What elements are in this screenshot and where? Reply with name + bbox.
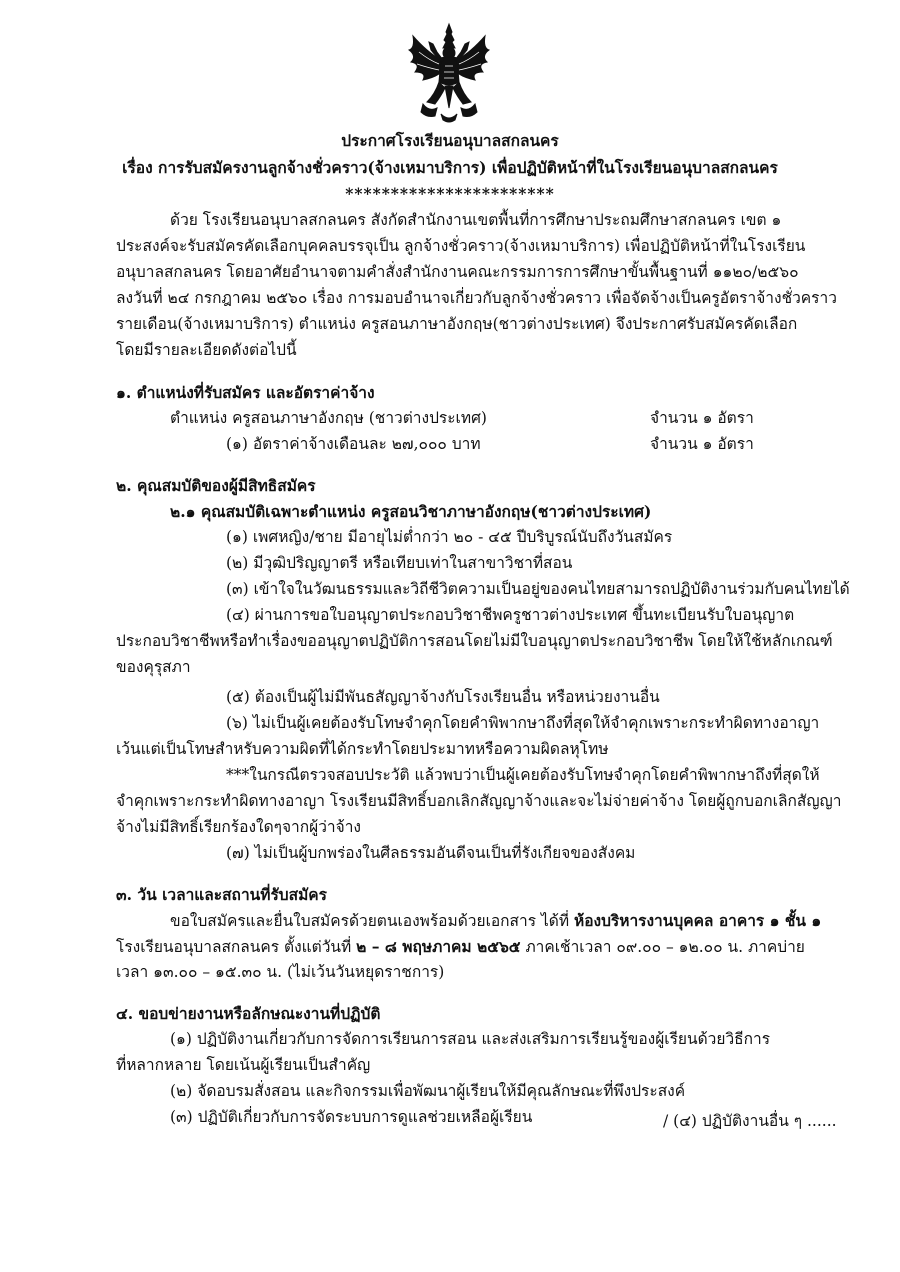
section-2-1-heading: ๒.๑ คุณสมบัติเฉพาะตำแหน่ง ครูสอนวิชาภาษาอังกฤษ(ชาวต่างประเทศ)	[170, 502, 652, 521]
intro-line: ประสงค์จะรับสมัครคัดเลือกบุคคลบรรจุเป็น ลูกจ้างชั่วคราว(จ้างเหมาบริการ) เพื่อปฏิบัติหน้าที่ในโรงเรียน	[116, 237, 806, 255]
wage-label: (๑) อัตราค่าจ้างเดือนละ ๒๗,๐๐๐ บาท	[226, 435, 481, 453]
application-date: ๒ – ๘ พฤษภาคม ๒๕๖๕	[356, 937, 521, 956]
application-afternoon-time: เวลา ๑๓.๐๐ – ๑๕.๓๐ น. (ไม่เว้นวันหยุดราชการ)	[116, 963, 445, 981]
intro-line: ด้วย โรงเรียนอนุบาลสกลนคร สังกัดสำนักงานเขตพื้นที่การศึกษาประถมศึกษาสกลนคร เขต ๑	[170, 211, 782, 229]
intro-line: อนุบาลสกลนคร โดยอาศัยอำนาจตามคำสั่งสำนักงานคณะกรรมการการศึกษาขั้นพื้นฐานที่ ๑๑๒๐/๒๕๖๐	[116, 263, 799, 281]
section-3-heading: ๓. วัน เวลาและสถานที่รับสมัคร	[116, 885, 327, 904]
duty-item: (๓) ปฏิบัติเกี่ยวกับการจัดระบบการดูแลช่วยเหลือผู้เรียน	[170, 1108, 533, 1126]
section-2-heading: ๒. คุณสมบัติของผู้มีสิทธิสมัคร	[116, 476, 316, 495]
qualification-item: (๒) มีวุฒิปริญญาตรี หรือเทียบเท่าในสาขาวิชาที่สอน	[226, 554, 573, 572]
qualification-item-cont: ประกอบวิชาชีพหรือทำเรื่องขออนุญาตปฏิบัติการสอนโดยไม่มีใบอนุญาตประกอบวิชาชีพ โดยให้ใช้หลักเกณฑ์	[116, 632, 833, 650]
background-check-note: ***ในกรณีตรวจสอบประวัติ แล้วพบว่าเป็นผู้เคยต้องรับโทษจำคุกโดยคำพิพากษาถึงที่สุดให้	[226, 766, 820, 784]
page-continuation: / (๔) ปฏิบัติงานอื่น ๆ ......	[663, 1112, 837, 1130]
application-place-text: ขอใบสมัครและยื่นใบสมัครด้วยตนเองพร้อมด้วยเอกสาร ได้ที่	[170, 912, 574, 930]
wage-count: จำนวน ๑ อัตรา	[650, 435, 754, 453]
intro-line: โดยมีรายละเอียดดังต่อไปนี้	[116, 341, 297, 359]
application-date-prefix: โรงเรียนอนุบาลสกลนคร ตั้งแต่วันที่	[116, 938, 357, 956]
application-room: ห้องบริหารงานบุคคล อาคาร ๑ ชั้น ๑	[573, 911, 822, 930]
application-place-line	[170, 913, 821, 930]
announcement-title: ประกาศโรงเรียนอนุบาลสกลนคร	[341, 131, 559, 150]
announcement-subject: เรื่อง การรับสมัครงานลูกจ้างชั่วคราว(จ้างเหมาบริการ) เพื่อปฏิบัติหน้าที่ในโรงเรียนอนุบาลสกลนคร	[122, 158, 778, 177]
section-4-heading: ๔. ขอบข่ายงานหรือลักษณะงานที่ปฏิบัติ	[116, 1004, 381, 1023]
qualification-item: (๖) ไม่เป็นผู้เคยต้องรับโทษจำคุกโดยคำพิพากษาถึงที่สุดให้จำคุกเพราะกระทำผิดทางอาญา	[226, 714, 820, 732]
duty-item-cont: ที่หลากหลาย โดยเน้นผู้เรียนเป็นสำคัญ	[116, 1056, 371, 1074]
qualification-item-cont: ของคุรุสภา	[116, 658, 191, 676]
duty-item: (๑) ปฏิบัติงานเกี่ยวกับการจัดการเรียนการสอน และส่งเสริมการเรียนรู้ของผู้เรียนด้วยวิธีการ	[170, 1030, 771, 1048]
qualification-item: (๑) เพศหญิง/ชาย มีอายุไม่ต่ำกว่า ๒๐ - ๔๕ ปีบริบูรณ์นับถึงวันสมัคร	[226, 528, 673, 546]
background-check-note: จ้างไม่มีสิทธิ์เรียกร้องใดๆจากผู้ว่าจ้าง	[116, 818, 361, 836]
qualification-item: (๕) ต้องเป็นผู้ไม่มีพันธสัญญาจ้างกับโรงเรียนอื่น หรือหน่วยงานอื่น	[226, 688, 660, 706]
duty-item: (๒) จัดอบรมสั่งสอน และกิจกรรมเพื่อพัฒนาผู้เรียนให้มีคุณลักษณะที่พึงประสงค์	[170, 1082, 686, 1100]
intro-line: ลงวันที่ ๒๔ กรกฎาคม ๒๕๖๐ เรื่อง การมอบอำนาจเกี่ยวกับลูกจ้างชั่วคราว เพื่อจัดจ้างเป็นครูอัตราจ้างชั่วคราว	[116, 289, 837, 307]
background-check-note: จำคุกเพราะกระทำผิดทางอาญา โรงเรียนมีสิทธิ์บอกเลิกสัญญาจ้างและจะไม่จ่ายค่าจ้าง โดยผู้ถูกบอกเลิกสัญญา	[116, 792, 842, 810]
intro-line: รายเดือน(จ้างเหมาบริการ) ตำแหน่ง ครูสอนภาษาอังกฤษ(ชาวต่างประเทศ) จึงประกาศรับสมัครคัดเลือก	[116, 315, 798, 333]
application-date-line	[116, 939, 805, 956]
garuda-emblem	[405, 22, 493, 124]
application-morning-time: ภาคเช้าเวลา ๐๙.๐๐ – ๑๒.๐๐ น. ภาคบ่าย	[520, 938, 805, 956]
qualification-item: (๓) เข้าใจในวัฒนธรรมและวิถีชีวิตความเป็นอยู่ของคนไทยสามารถปฏิบัติงานร่วมกับคนไทยได้	[226, 580, 850, 598]
position-count: จำนวน ๑ อัตรา	[650, 409, 754, 427]
qualification-item: (๔) ผ่านการขอใบอนุญาตประกอบวิชาชีพครูชาวต่างประเทศ ขึ้นทะเบียนรับใบอนุญาต	[226, 606, 795, 624]
qualification-item: (๗) ไม่เป็นผู้บกพร่องในศีลธรรมอันดีจนเป็นที่รังเกียจของสังคม	[226, 844, 636, 862]
position-label: ตำแหน่ง ครูสอนภาษาอังกฤษ (ชาวต่างประเทศ)	[170, 409, 487, 427]
qualification-item-cont: เว้นแต่เป็นโทษสำหรับความผิดที่ได้กระทำโดยประมาทหรือความผิดลหุโทษ	[116, 740, 609, 758]
section-1-heading: ๑. ตำแหน่งที่รับสมัคร และอัตราค่าจ้าง	[116, 383, 375, 402]
header-divider-stars: ***********************	[345, 184, 555, 203]
